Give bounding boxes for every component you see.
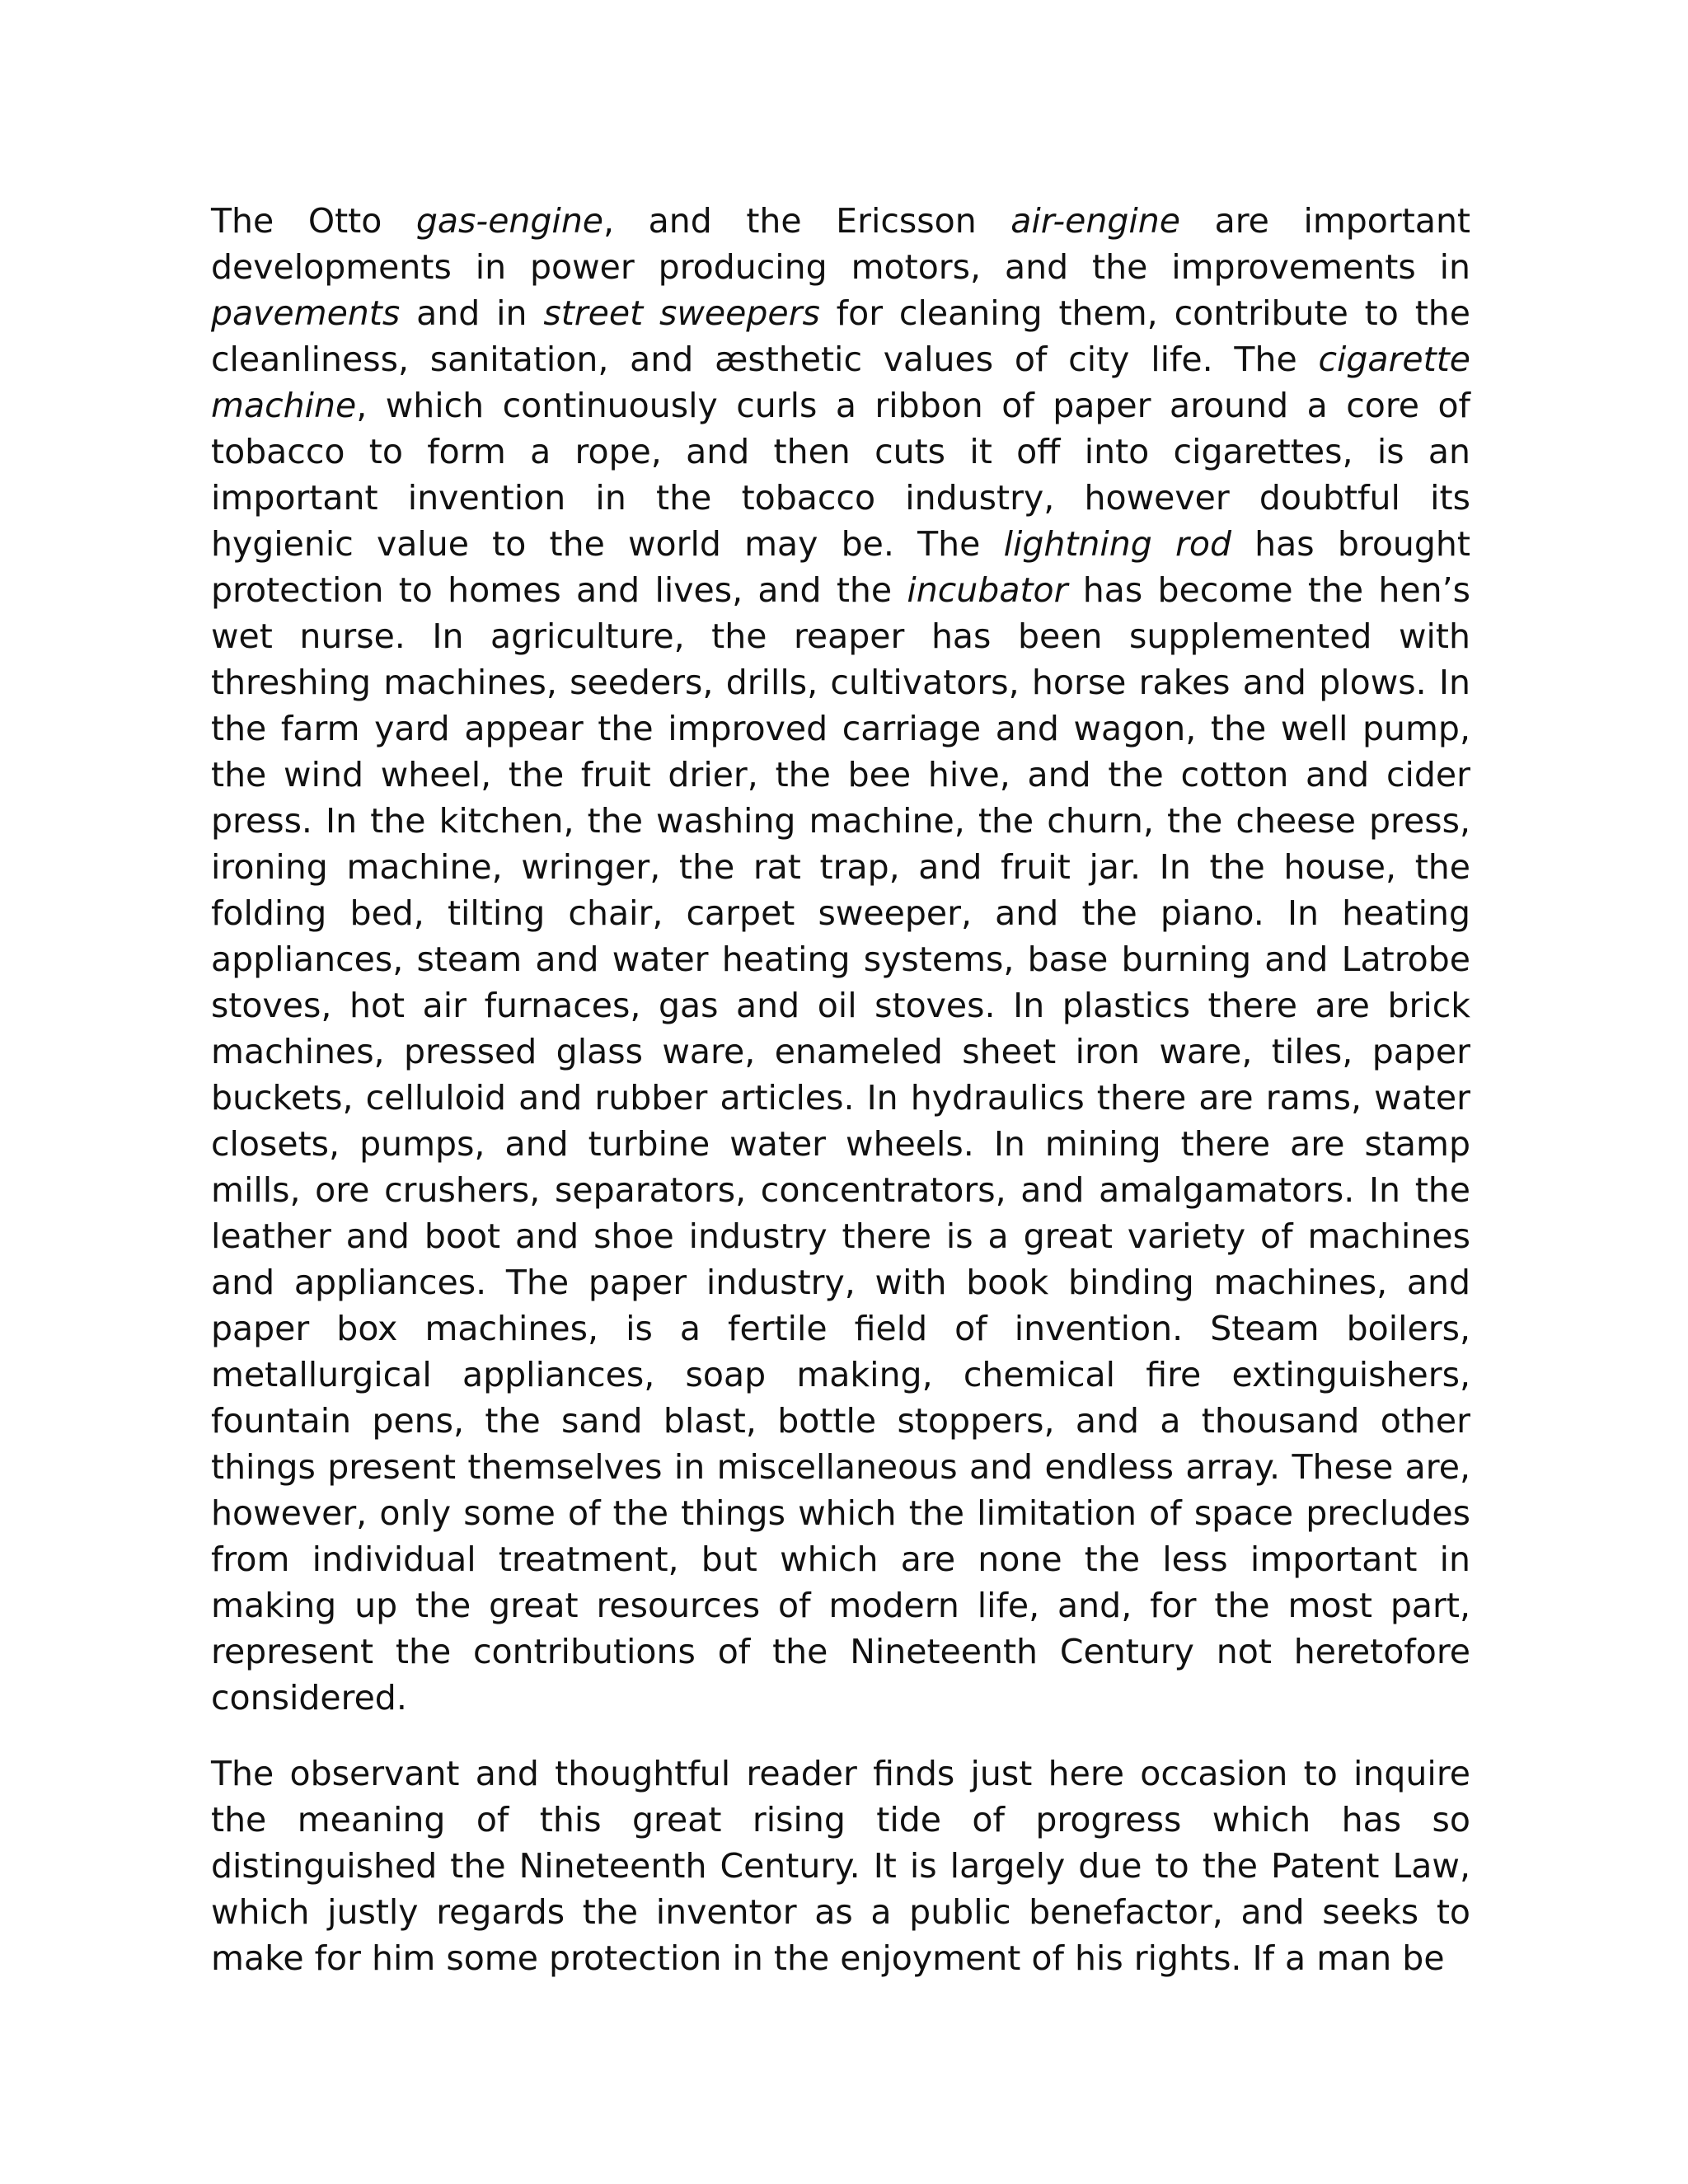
text-run: The Otto	[211, 201, 416, 241]
text-run: for cleaning them, contribute to the cleanliness, sanitation, and æsthetic values of city life. The	[211, 293, 1470, 379]
text-run: has brought protection to homes and lives, and the	[211, 524, 1470, 610]
italic-term: lightning rod	[1003, 524, 1231, 564]
italic-term: pavements	[211, 293, 401, 333]
paragraph-inventions-list	[211, 198, 1470, 1721]
italic-term: gas-engine	[415, 201, 604, 241]
document-page	[211, 198, 1470, 1981]
text-run: The observant and thoughtful reader finds just here occasion to inquire the meaning of this great rising tide of progress which has so distinguished the Nineteenth Century. It is largely due to the Patent Law, which justly regards the inventor as a public benefactor, and seeks to make for him some protection in the enjoyment of his rights. If a man be	[211, 1754, 1470, 1978]
paragraph-patent-law	[211, 1750, 1470, 1981]
text-run: , and the Ericsson	[603, 201, 1011, 241]
text-run: has become the hen’s wet nurse. In agriculture, the reaper has been supplemented with threshing machines, seeders, drills, cultivators, horse rakes and plows. In the farm yard appear the improved carriage and wagon, the well pump, the wind wheel, the fruit drier, the bee hive, and the cotton and cider press. In the kitchen, the washing machine, the churn, the cheese press, ironing machine, wringer, the rat trap, and fruit jar. In the house, the folding bed, tilting chair, carpet sweeper, and the piano. In heating appliances, steam and water heating systems, base burning and Latrobe stoves, hot air furnaces, gas and oil stoves. In plastics there are brick machines, pressed glass ware, enameled sheet iron ware, tiles, paper buckets, celluloid and rubber articles. In hydraulics there are rams, water closets, pumps, and turbine water wheels. In mining there are stamp mills, ore crushers, separators, concentrators, and amalgamators. In the leather and boot and shoe industry there is a great variety of machines and appliances. The paper industry, with book binding machines, and paper box machines, is a fertile field of invention. Steam boilers, metallurgical appliances, soap making, chemical fire extinguishers, fountain pens, the sand blast, bottle stoppers, and a thousand other things present themselves in miscellaneous and endless array. These are, however, only some of the things which the limitation of space precludes from individual treatment, but which are none the less important in making up the great resources of modern life, and, for the most part, represent the contributions of the Nineteenth Century not heretofore considered.	[211, 570, 1470, 1718]
text-run: and in	[400, 293, 544, 333]
italic-term: street sweepers	[543, 293, 820, 333]
text-run: are important developments in power producing motors, and the improvements in	[211, 201, 1471, 287]
italic-term: cigarette machine	[211, 340, 1470, 425]
italic-term: air-engine	[1010, 201, 1181, 241]
italic-term: incubator	[907, 570, 1068, 610]
text-run: , which continuously curls a ribbon of paper around a core of tobacco to form a rope, and then cuts it off into cigarettes, is an important invention in the tobacco industry, however doubtful its hygienic value to the world may be. The	[211, 386, 1470, 564]
